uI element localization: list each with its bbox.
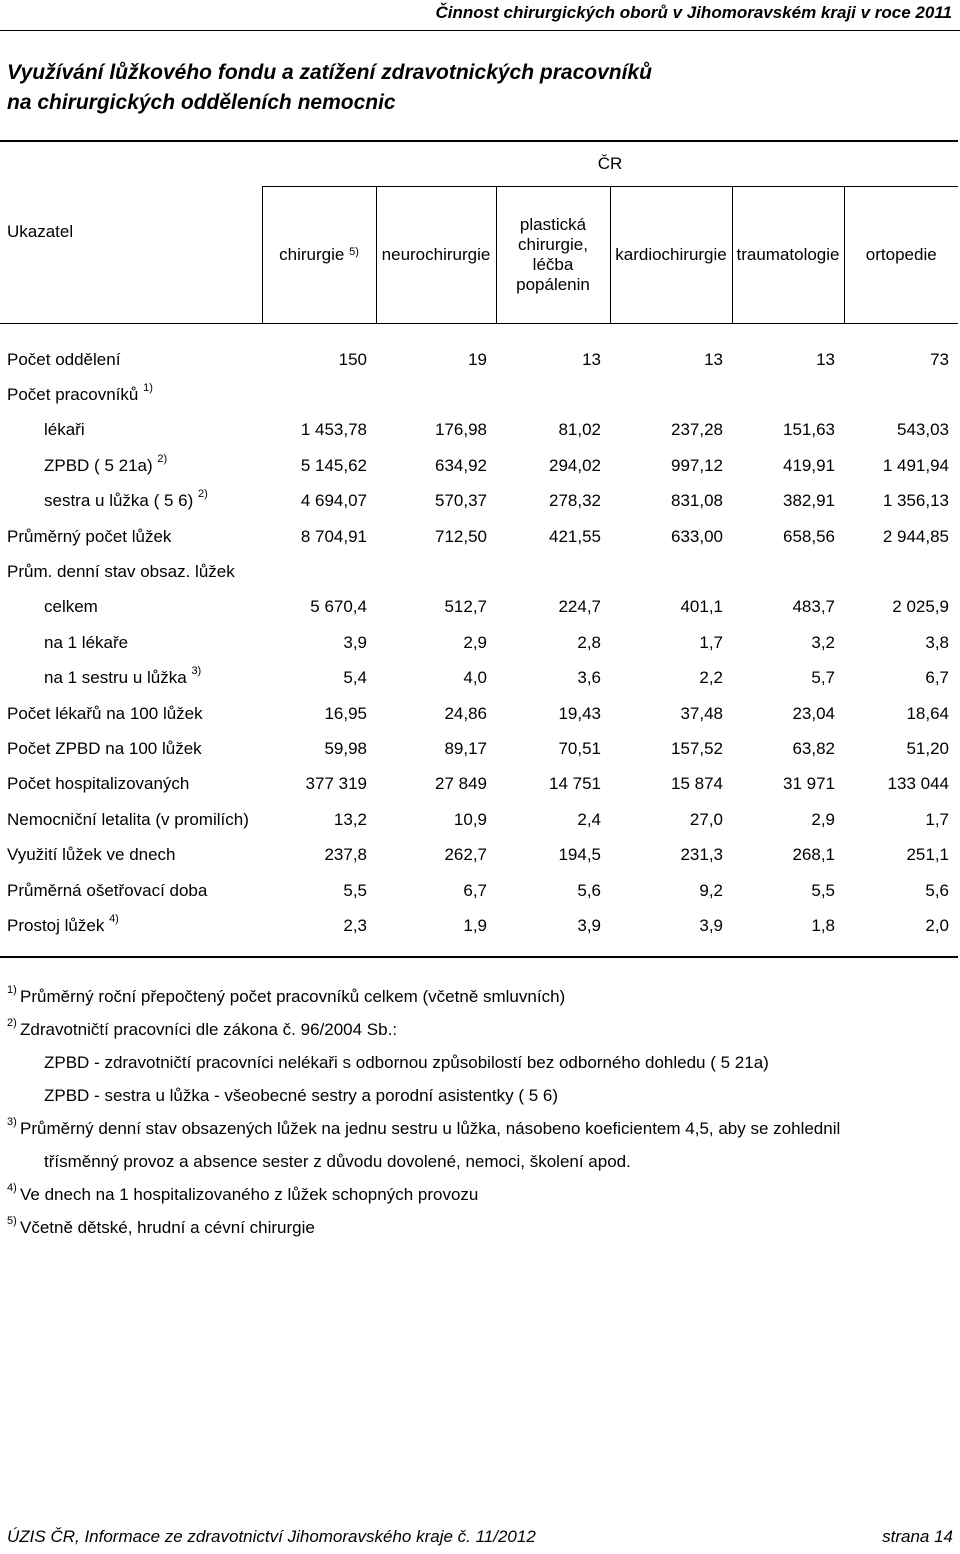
table-cell: 2,0 [844,908,958,956]
table-cell: 251,1 [906,845,949,865]
table-cell [844,377,958,412]
page-footer [7,1527,953,1547]
table-cell: 1,8 [732,908,844,956]
table-cell: 634,92 [435,455,487,475]
table-cell [732,377,844,412]
table-cell: 1,7 [925,809,949,829]
table-cell: 2 025,9 [892,597,949,617]
table-cell: 13 [582,349,601,369]
row-label [0,590,262,625]
table-cell [376,377,496,412]
table-cell: 262,7 [444,845,487,865]
column-header-4 [610,187,732,324]
table-cell: 4 694,07 [300,491,367,511]
table-cell: 19,43 [558,703,601,723]
footnote-ref: 1) [143,382,153,395]
table-cell: 14 751 [549,774,601,794]
table-cell [262,377,376,412]
footnote-text: Průměrný denní stav obsazených lůžek na jednu sestru u lůžka, násobeno koeficientem 4,5, aby se zohlednil [20,1119,841,1138]
table-cell: 89,17 [444,738,487,758]
table-cell: 13 [704,349,723,369]
table-cell: 237,28 [671,420,723,440]
table-cell: 151,63 [783,420,835,440]
table-cell: 997,12 [671,455,723,475]
table-cell: 24,86 [444,703,487,723]
footnote-text: ZPBD - zdravotničtí pracovníci nelékaři s odbornou způsobilostí bez odborného dohledu ( 5 21a) [44,1053,769,1072]
table-cell: 2,3 [262,908,376,956]
table-cell: 831,08 [671,491,723,511]
row-label-text: Průměrná ošetřovací doba [7,880,208,900]
table-cell: 5 145,62 [300,455,367,475]
column-header-label: traumatologie [736,245,840,264]
table-cell: 176,98 [435,420,487,440]
table-cell: 1,7 [699,632,723,652]
table-cell: 3,8 [925,632,949,652]
row-label-text: Počet pracovníků [7,385,139,405]
footnote-text: Průměrný roční přepočtený počet pracovníků celkem (včetně smluvních) [20,987,566,1006]
column-header-label: plastická chirurgie, léčba popálenin [516,215,590,294]
table-cell: 294,02 [549,455,601,475]
table-cell: 4,0 [463,668,487,688]
table-cell: 658,56 [783,526,835,546]
footnotes [7,982,947,1246]
table-cell: 231,3 [680,845,723,865]
table-cell: 70,51 [558,738,601,758]
data-table [0,140,958,958]
table-cell: 18,64 [906,703,949,723]
header-rule [0,30,960,31]
table-cell: 268,1 [792,845,835,865]
table-cell: 5,6 [577,880,601,900]
footer-page-number: strana 14 [882,1527,953,1546]
table-cell [610,554,732,589]
row-label [0,873,262,908]
table-cell: 15 874 [671,774,723,794]
column-header-5 [732,187,844,324]
footnote-text: Ve dnech na 1 hospitalizovaného z lůžek schopných provozu [20,1185,479,1204]
row-label-text: na 1 sestru u lůžka [44,668,187,688]
table-cell [844,554,958,589]
table-cell: 6,7 [463,880,487,900]
footnote-text: Zdravotničtí pracovníci dle zákona č. 96/2004 Sb.: [20,1020,398,1039]
table-cell: 2,2 [699,668,723,688]
table-cell: 10,9 [453,809,487,829]
table-cell: 5,5 [811,880,835,900]
table-cell: 27,0 [689,809,723,829]
row-label-text: Počet hospitalizovaných [7,774,190,794]
footnote [7,1015,947,1048]
table-cell: 3,9 [496,908,610,956]
footnote-ref: 5) [349,246,359,258]
table-cell: 37,48 [680,703,723,723]
table-cell: 19 [468,349,487,369]
table-cell: 483,7 [792,597,835,617]
footer-source: ÚZIS ČR, Informace ze zdravotnictví Jihomoravského kraje č. 11/2012 [7,1527,536,1546]
column-header-label: kardiochirurgie [615,245,727,264]
ukazatel-label: Ukazatel [7,222,74,241]
table-cell: 3,9 [343,632,367,652]
page-title-line-1: Využívání lůžkového fondu a zatížení zdravotnických pracovníků [7,61,652,84]
column-header-1 [262,187,376,324]
row-label-text: sestra u lůžka ( 5 6) [44,491,194,511]
table-cell: 543,03 [897,420,949,440]
column-header-label: chirurgie [279,245,345,264]
table-cell [496,554,610,589]
table-cell: 1 356,13 [882,491,949,511]
column-header-3 [496,187,610,324]
column-header-2 [376,187,496,324]
row-label-text: Počet oddělení [7,349,121,369]
footnote-mark: 2) [7,1017,17,1029]
table-cell: 633,00 [671,526,723,546]
table-cell [496,377,610,412]
row-label [0,767,262,802]
footnote [7,1048,947,1081]
table-row [0,661,958,696]
table-cell [262,554,376,589]
footnote [7,1081,947,1114]
table-cell: 2,9 [463,632,487,652]
row-label [0,484,262,519]
table-cell: 2,8 [577,632,601,652]
footnote-ref: 4) [109,912,119,925]
row-label [0,377,262,412]
row-label [0,519,262,554]
footnote-mark: 3) [7,1116,17,1128]
table-cell: 5,7 [811,668,835,688]
row-label [0,908,262,956]
table-cell: 31 971 [783,774,835,794]
page-title [7,58,907,118]
row-label-text: Průměrný počet lůžek [7,526,172,546]
row-label [0,413,262,448]
table-cell: 1 491,94 [882,455,949,475]
footnote-ref: 2) [198,488,208,501]
table-row [0,519,958,554]
table-cell: 5 670,4 [310,597,367,617]
table-cell: 712,50 [435,526,487,546]
table-cell: 73 [930,349,949,369]
footnote-ref: 3) [191,665,202,678]
table-cell: 133 044 [887,774,949,794]
footnote-mark: 4) [7,1182,17,1194]
row-label-text: Nemocniční letalita (v promilích) [7,809,249,829]
table-row [0,377,958,412]
table-row [0,767,958,802]
footnote [7,1147,947,1180]
row-label [0,696,262,731]
table-row [0,731,958,766]
row-label [0,661,262,696]
footnote-mark: 1) [7,984,17,996]
row-label [0,324,262,378]
table-row [0,590,958,625]
footnote [7,1114,947,1147]
table-cell: 194,5 [558,845,601,865]
row-label-text: Prům. denní stav obsaz. lůžek [7,562,235,582]
table-cell: 401,1 [680,597,723,617]
table-cell: 570,37 [435,491,487,511]
table-cell: 3,6 [577,668,601,688]
column-header-6 [844,187,958,324]
table-row [0,873,958,908]
row-label-text: celkem [44,597,98,617]
table-row [0,837,958,872]
table-cell: 3,2 [811,632,835,652]
footnote [7,1180,947,1213]
row-label-text: na 1 lékaře [44,632,129,652]
table-row [0,908,958,956]
group-header-cr: ČR [262,141,958,187]
table-cell: 13,2 [333,809,367,829]
footnote-text: třísměnný provoz a absence sester z důvodu dovolené, nemoci, školení apod. [44,1152,631,1171]
table-cell: 2 944,85 [882,526,949,546]
table-cell: 421,55 [549,526,601,546]
table-cell: 8 704,91 [300,526,367,546]
table-cell: 59,98 [324,738,367,758]
row-label-text: ZPBD ( 5 21a) [44,455,153,475]
table-cell [376,554,496,589]
table-cell: 5,4 [343,668,367,688]
table-cell: 237,8 [324,845,367,865]
table-row [0,413,958,448]
row-label [0,554,262,589]
row-label [0,625,262,660]
row-label [0,837,262,872]
footnote-ref: 2) [157,452,168,465]
table-cell: 150 [338,349,367,369]
table-cell: 3,9 [610,908,732,956]
table-cell: 224,7 [558,597,601,617]
table-cell: 51,20 [906,738,949,758]
table-cell: 23,04 [792,703,835,723]
table-row [0,324,958,378]
table-cell: 5,6 [925,880,949,900]
footnote [7,1213,947,1246]
table-cell: 1,9 [376,908,496,956]
table-cell: 382,91 [783,491,835,511]
group-header-row [0,141,958,187]
row-label [0,802,262,837]
table-cell: 6,7 [925,668,949,688]
table-row [0,696,958,731]
row-label-text: Počet lékařů na 100 lůžek [7,703,203,723]
table-cell: 2,4 [577,809,601,829]
row-label-text: Prostoj lůžek [7,915,105,935]
column-header-label: ortopedie [865,245,937,264]
table-cell: 512,7 [444,597,487,617]
column-header-label: neurochirurgie [381,245,491,264]
row-label-text: Využití lůžek ve dnech [7,845,176,865]
page-header-title: Činnost chirurgických oborů v Jihomoravském kraji v roce 2011 [435,3,952,22]
table-row [0,484,958,519]
table-cell: 377 319 [305,774,367,794]
footnote-mark: 5) [7,1215,17,1227]
table-row [0,448,958,483]
table-cell: 5,5 [343,880,367,900]
table-body [0,324,958,957]
table-cell: 63,82 [792,738,835,758]
table-cell: 27 849 [435,774,487,794]
table-cell: 81,02 [558,420,601,440]
table-row [0,802,958,837]
table-cell: 2,9 [811,809,835,829]
table-cell: 157,52 [671,738,723,758]
table-cell: 16,95 [324,703,367,723]
row-label [0,448,262,483]
table-row [0,554,958,589]
table-cell: 9,2 [699,880,723,900]
ukazatel-cell [0,141,262,324]
row-label-text: Počet ZPBD na 100 lůžek [7,738,202,758]
table-cell: 13 [816,349,835,369]
table-cell: 278,32 [549,491,601,511]
table-cell [732,554,844,589]
table-row [0,625,958,660]
table-cell: 419,91 [783,455,835,475]
footnote-text: ZPBD - sestra u lůžka - všeobecné sestry a porodní asistentky ( 5 6) [44,1086,558,1105]
table-cell: 1 453,78 [300,420,367,440]
row-label [0,731,262,766]
row-label-text: lékaři [44,420,85,440]
footnote [7,982,947,1015]
page-title-line-2: na chirurgických odděleních nemocnic [7,91,396,114]
table-cell [610,377,732,412]
footnote-text: Včetně dětské, hrudní a cévní chirurgie [20,1218,315,1237]
